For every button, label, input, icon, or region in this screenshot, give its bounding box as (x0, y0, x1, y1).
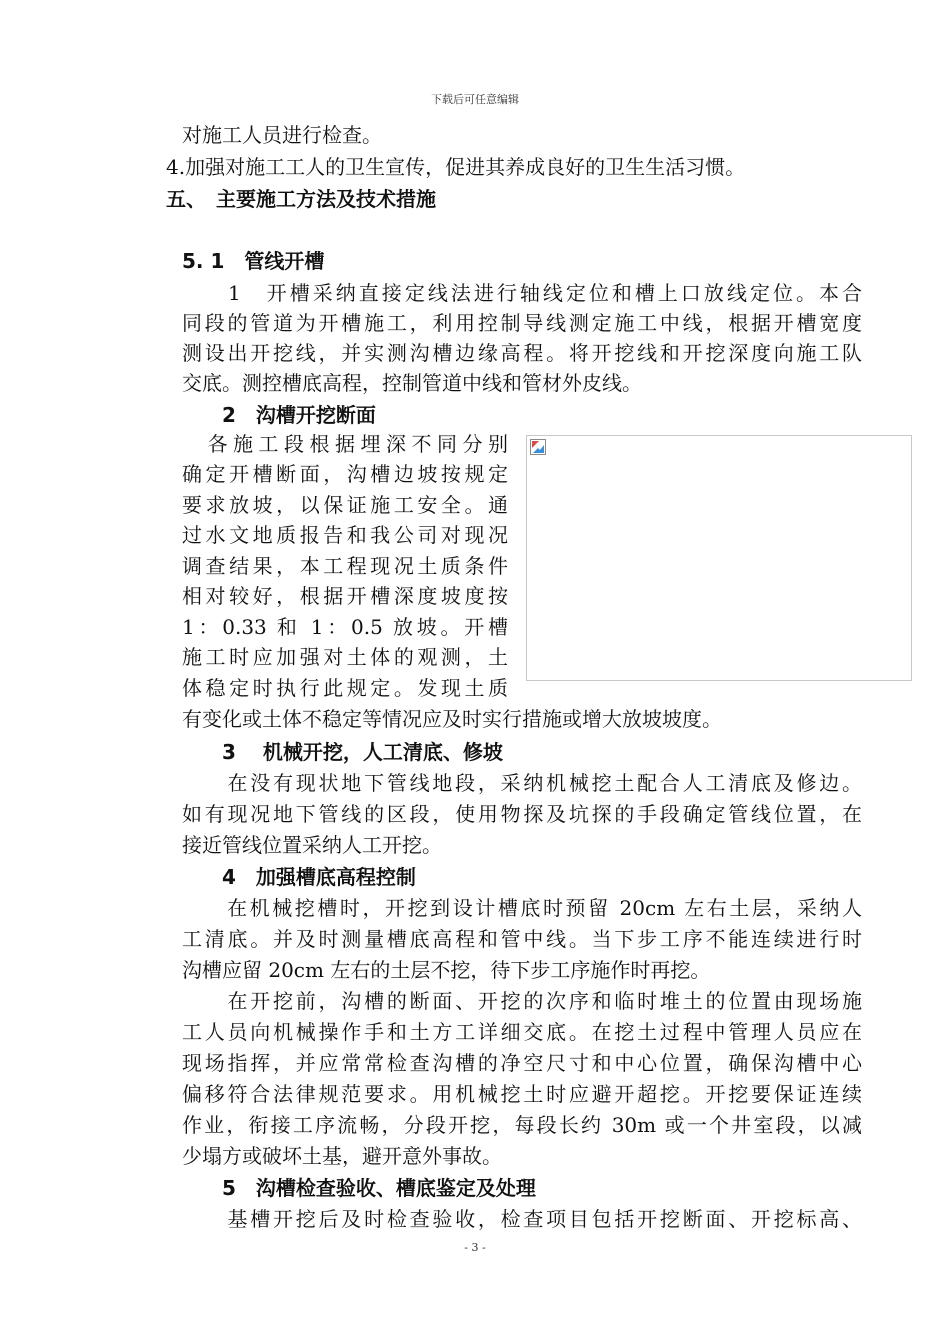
paragraph-line: 交底。测控槽底高程，控制管道中线和管材外皮线。 (182, 371, 642, 395)
item-heading: 5 沟槽检查验收、槽底鉴定及处理 (182, 1176, 536, 1200)
paragraph-line: 工清底。并及时测量槽底高程和管中线。当下步工序不能连续进行时 (182, 927, 862, 951)
paragraph-line: 在开挖前，沟槽的断面、开挖的次序和临时堆土的位置由现场施 (182, 989, 862, 1013)
wrapped-line: 1：0.33 和 1：0.5 放坡。开槽 (182, 615, 508, 639)
wrapped-line: 施工时应加强对土体的观测，土 (182, 645, 508, 669)
broken-image-icon (530, 439, 546, 455)
section-heading: 五、 主要施工方法及技术措施 (166, 187, 436, 211)
paragraph-line: 现场指挥，并应常常检查沟槽的净空尺寸和中心位置，确保沟槽中心 (182, 1051, 862, 1075)
paragraph-line: 如有现况地下管线的区段，使用物探及坑探的手段确定管线位置，在 (182, 802, 862, 826)
paragraph-line: 对施工人员进行检查。 (182, 123, 382, 147)
paragraph-line: 在机械挖槽时，开挖到设计槽底时预留 20cm 左右土层，采纳人 (182, 896, 862, 920)
paragraph-line: 少塌方或破坏土基，避开意外事故。 (182, 1144, 502, 1168)
paragraph-line: 1 开槽采纳直接定线法进行轴线定位和槽上口放线定位。本合 (182, 281, 862, 305)
page-number: - 3 - (464, 1241, 486, 1254)
wrapped-line: 相对较好，根据开槽深度坡度按 (182, 584, 508, 608)
paragraph-line: 作业，衔接工序流畅，分段开挖，每段长约 30m 或一个井室段，以减 (182, 1113, 862, 1137)
wrapped-line: 调查结果，本工程现况土质条件 (182, 554, 508, 578)
item-heading: 2 沟槽开挖断面 (182, 403, 376, 427)
wrapped-line: 体稳定时执行此规定。发现土质 (182, 676, 508, 700)
paragraph-line: 在没有现状地下管线地段，采纳机械挖土配合人工清底及修边。 (182, 771, 862, 795)
page-header: 下载后可任意编辑 (431, 93, 519, 106)
paragraph-line: 工人员向机械操作手和土方工详细交底。在挖土过程中管理人员应在 (182, 1020, 862, 1044)
wrapped-line: 确定开槽断面，沟槽边坡按规定 (182, 462, 508, 486)
paragraph-line: 接近管线位置采纳人工开挖。 (182, 833, 442, 857)
item-heading: 4 加强槽底高程控制 (182, 865, 416, 889)
paragraph-line: 沟槽应留 20cm 左右的土层不挖，待下步工序施作时再挖。 (182, 958, 711, 982)
paragraph-line: 4.加强对施工工人的卫生宣传，促进其养成良好的卫生生活习惯。 (166, 155, 746, 179)
paragraph-line: 偏移符合法律规范要求。用机械挖土时应避开超挖。开挖要保证连续 (182, 1082, 862, 1106)
paragraph-line: 测设出开挖线，并实测沟槽边缘高程。将开挖线和开挖深度向施工队 (182, 341, 862, 365)
subsection-heading: 5. 1 管线开槽 (182, 249, 325, 273)
wrapped-line: 要求放坡，以保证施工安全。通 (182, 493, 508, 517)
paragraph-line: 同段的管道为开槽施工，利用控制导线测定施工中线，根据开槽宽度 (182, 311, 862, 335)
paragraph-line: 基槽开挖后及时检查验收，检查项目包括开挖断面、开挖标高、 (182, 1207, 862, 1231)
image-placeholder (526, 435, 912, 681)
item-heading: 3 机械开挖，人工清底、修坡 (182, 740, 503, 764)
wrapped-line: 各施工段根据埋深不同分别 (182, 432, 508, 456)
paragraph-line: 有变化或土体不稳定等情况应及时实行措施或增大放坡坡度。 (182, 707, 722, 731)
wrapped-line: 过水文地质报告和我公司对现况 (182, 523, 508, 547)
